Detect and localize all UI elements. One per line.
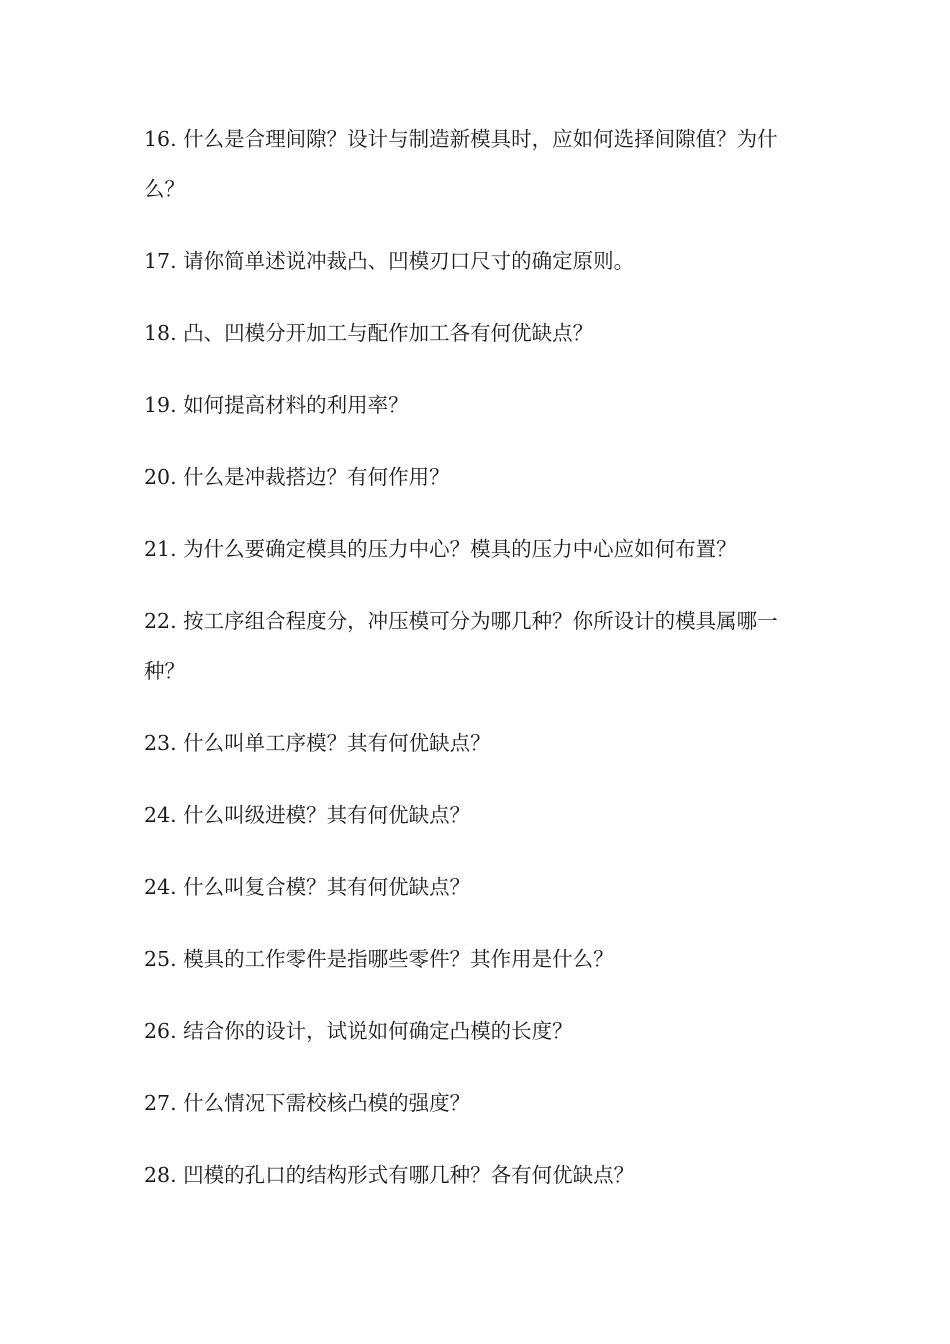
question-23: 23. 什么叫单工序模？其有何优缺点？ bbox=[144, 731, 491, 755]
question-25: 25. 模具的工作零件是指哪些零件？其作用是什么？ bbox=[144, 947, 614, 971]
question-28: 28. 凹模的孔口的结构形式有哪几种？各有何优缺点？ bbox=[144, 1163, 635, 1187]
question-20: 20. 什么是冲裁搭边？有何作用？ bbox=[144, 465, 450, 489]
question-24-compound-die: 24. 什么叫复合模？其有何优缺点？ bbox=[144, 875, 471, 899]
question-24-progressive-die: 24. 什么叫级进模？其有何优缺点？ bbox=[144, 803, 471, 827]
question-18: 18. 凸、凹模分开加工与配作加工各有何优缺点？ bbox=[144, 321, 594, 345]
question-16: 16. 什么是合理间隙？设计与制造新模具时，应如何选择间隙值？为什么？ bbox=[144, 127, 778, 201]
question-27: 27. 什么情况下需校核凸模的强度？ bbox=[144, 1091, 471, 1115]
question-list bbox=[144, 114, 816, 1222]
question-17: 17. 请你简单述说冲裁凸、凹模刃口尺寸的确定原则。 bbox=[144, 249, 635, 273]
question-21: 21. 为什么要确定模具的压力中心？模具的压力中心应如何布置？ bbox=[144, 537, 737, 561]
question-22: 22. 按工序组合程度分，冲压模可分为哪几种？你所设计的模具属哪一种？ bbox=[144, 609, 778, 683]
question-26: 26. 结合你的设计，试说如何确定凸模的长度？ bbox=[144, 1019, 573, 1043]
question-19: 19. 如何提高材料的利用率？ bbox=[144, 393, 409, 417]
